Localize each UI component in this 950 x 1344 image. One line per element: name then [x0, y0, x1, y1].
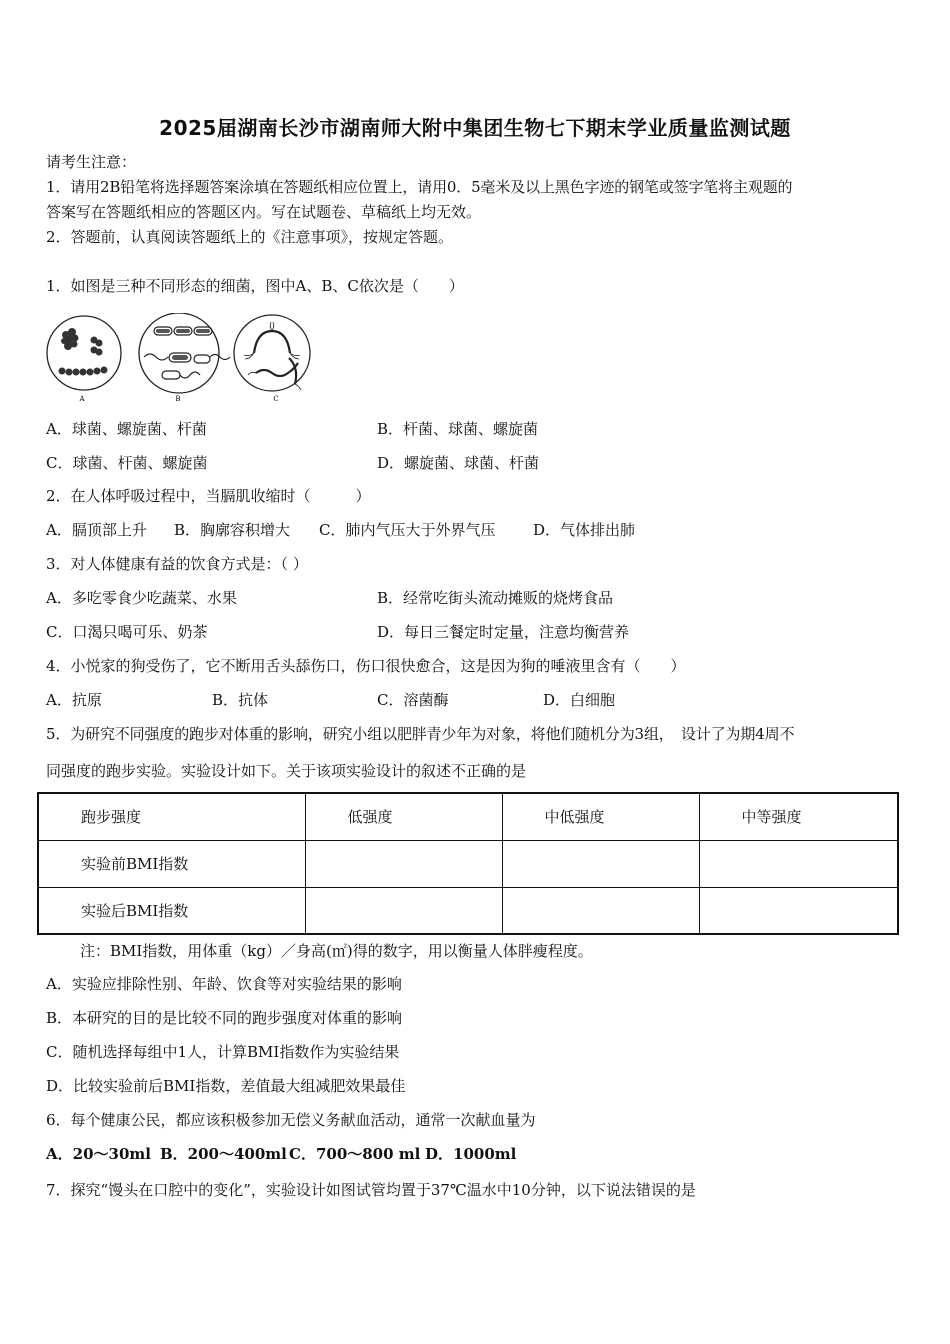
q4-option-b[interactable]: B．抗体: [212, 691, 269, 709]
q2-stem: 2．在人体呼吸过程中，当膈肌收缩时（ ）: [46, 487, 371, 505]
q4-option-c[interactable]: C．溶菌酶: [377, 691, 449, 709]
q5-stem-line-1: 5．为研究不同强度的跑步对体重的影响，研究小组以肥胖青少年为对象，将他们随机分为3组， 设计了为期4周不: [46, 725, 795, 743]
q2-option-c[interactable]: C．肺内气压大于外界气压: [319, 521, 496, 539]
bacteria-figure-a: [47, 316, 121, 403]
q6-option-c[interactable]: C．700～800 ml: [289, 1145, 421, 1163]
table-cell: [305, 887, 502, 934]
q3-stem: 3．对人体健康有益的饮食方式是：（ ）: [46, 555, 308, 573]
q6-option-a[interactable]: A．20～30ml: [46, 1145, 151, 1163]
page-title: 2025届湖南长沙市湖南师大附中集团生物七下期末学业质量监测试题: [159, 116, 791, 140]
table-row: [38, 840, 898, 887]
notice-heading: 请考生注意：: [46, 153, 137, 171]
figure-label-a: A: [79, 395, 85, 403]
q1-option-d[interactable]: D．螺旋菌、球菌、杆菌: [377, 454, 540, 472]
q3-option-a[interactable]: A．多吃零食少吃蔬菜、水果: [46, 589, 237, 607]
q7-stem: 7．探究“馒头在口腔中的变化”，实验设计如图试管均置于37℃温水中10分钟，以下说法错误的是: [46, 1181, 696, 1199]
q2-option-d[interactable]: D．气体排出肺: [533, 521, 636, 539]
q3-option-b[interactable]: B．经常吃街头流动摊贩的烧烤食品: [377, 589, 614, 607]
q1-option-a[interactable]: A．球菌、螺旋菌、杆菌: [46, 420, 207, 438]
table-row: [38, 887, 898, 934]
q6-stem: 6．每个健康公民，都应该积极参加无偿义务献血活动，通常一次献血量为: [46, 1111, 536, 1129]
q6-option-b[interactable]: B．200～400ml: [160, 1145, 287, 1163]
q5-option-b[interactable]: B．本研究的目的是比较不同的跑步强度对体重的影响: [46, 1009, 403, 1027]
notice-item-1-line-2: 答案写在答题纸相应的答题区内。写在试题卷、草稿纸上均无效。: [46, 203, 482, 221]
q5-table-note: 注：BMI指数，用体重（kg）／身高(㎡)得的数字，用以衡量人体胖瘦程度。: [80, 942, 593, 960]
notice-item-2: 2．答题前，认真阅读答题纸上的《注意事项》，按规定答题。: [46, 228, 454, 246]
bacteria-figure: [44, 313, 334, 405]
q6-option-d[interactable]: D．1000ml: [425, 1145, 517, 1163]
q4-stem: 4．小悦家的狗受伤了，它不断用舌头舔伤口，伤口很快愈合，这是因为狗的唾液里含有（ ）: [46, 657, 686, 675]
bacteria-figure-c: [234, 315, 310, 403]
table-header-cell: 中等强度: [699, 793, 898, 840]
bacteria-figure-b: [139, 313, 230, 403]
table-header-cell: 低强度: [305, 793, 502, 840]
experiment-table: [37, 792, 899, 935]
q2-option-b[interactable]: B．胸廓容积增大: [174, 521, 291, 539]
table-cell: [502, 840, 699, 887]
table-header-cell: 中低强度: [502, 793, 699, 840]
q5-option-a[interactable]: A．实验应排除性别、年龄、饮食等对实验结果的影响: [46, 975, 402, 993]
table-cell: [699, 840, 898, 887]
figure-label-c: C: [273, 395, 279, 403]
q5-option-c[interactable]: C．随机选择每组中1人，计算BMI指数作为实验结果: [46, 1043, 400, 1061]
q5-option-d[interactable]: D．比较实验前后BMI指数，差值最大组减肥效果最佳: [46, 1077, 406, 1095]
q2-option-a[interactable]: A．膈顶部上升: [46, 521, 147, 539]
table-cell: 实验前BMI指数: [38, 840, 305, 887]
q1-option-c[interactable]: C．球菌、杆菌、螺旋菌: [46, 454, 208, 472]
notice-item-1-line-1: 1．请用2B铅笔将选择题答案涂填在答题纸相应位置上，请用0．5毫米及以上黑色字迹的钢笔或签字笔将主观题的: [46, 178, 793, 196]
q4-option-a[interactable]: A．抗原: [46, 691, 102, 709]
table-cell: [502, 887, 699, 934]
table-cell: [699, 887, 898, 934]
figure-label-b: B: [175, 395, 181, 403]
table-header-row: [38, 793, 898, 840]
q1-option-b[interactable]: B．杆菌、球菌、螺旋菌: [377, 420, 539, 438]
table-cell: [305, 840, 502, 887]
table-header-cell: 跑步强度: [38, 793, 305, 840]
q3-option-c[interactable]: C．口渴只喝可乐、奶茶: [46, 623, 208, 641]
q1-stem: 1．如图是三种不同形态的细菌，图中A、B、C依次是（ ）: [46, 277, 464, 295]
table-cell: 实验后BMI指数: [38, 887, 305, 934]
q5-stem-line-2: 同强度的跑步实验。实验设计如下。关于该项实验设计的叙述不正确的是: [46, 762, 527, 780]
q3-option-d[interactable]: D．每日三餐定时定量，注意均衡营养: [377, 623, 630, 641]
q4-option-d[interactable]: D．白细胞: [543, 691, 616, 709]
